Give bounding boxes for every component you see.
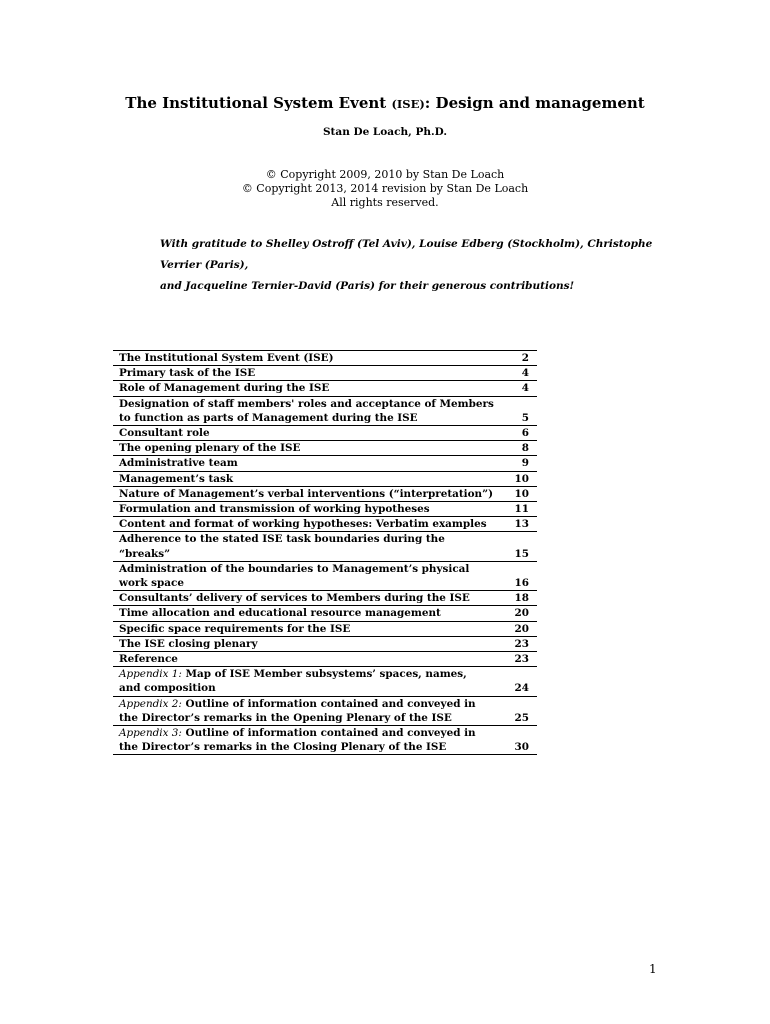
- title-part1: The Institutional System Event: [125, 94, 387, 112]
- toc-title-line: [119, 562, 499, 576]
- toc-title-line: [119, 591, 499, 605]
- toc-appendix-label: Appendix 3:: [119, 727, 182, 740]
- toc-row: [113, 652, 537, 667]
- toc-title-line: [119, 532, 499, 546]
- toc-title-text: Consultant role: [119, 427, 210, 440]
- toc-page-number: 30: [499, 726, 537, 755]
- toc-title-text: The Institutional System Event (ISE): [119, 352, 334, 364]
- document-title: [0, 94, 770, 112]
- toc-row: [113, 532, 537, 561]
- toc-page-number: 16: [499, 561, 537, 590]
- copyright-line: © Copyright 2009, 2010 by Stan De Loach: [265, 168, 505, 181]
- toc-title-line: [119, 606, 499, 620]
- toc-title-line: [119, 667, 499, 681]
- toc-entry-title: [113, 591, 499, 606]
- toc-page-number: 4: [499, 381, 537, 396]
- toc-row: [113, 621, 537, 636]
- toc-row: [113, 502, 537, 517]
- toc-page-number: 6: [499, 426, 537, 441]
- toc-title-text: Administrative team: [119, 457, 238, 470]
- toc-entry-title: [113, 456, 499, 471]
- toc-entry-title: [113, 652, 499, 667]
- copyright-line: © Copyright 2013, 2014 revision by Stan De Loach: [241, 182, 529, 195]
- toc-title-line: [119, 426, 499, 440]
- toc-title-text: Consultants’ delivery of services to Members during the ISE: [119, 592, 470, 605]
- toc-entry-title: [113, 696, 499, 725]
- page-number: 1: [649, 962, 657, 976]
- toc-title-text: Specific space requirements for the ISE: [119, 622, 351, 635]
- toc-title-line: [119, 622, 499, 636]
- toc-entry-title: [113, 606, 499, 621]
- toc-title-text: Content and format of working hypotheses: Verbatim examples: [119, 518, 487, 531]
- toc-title-text: Formulation and transmission of working hypotheses: [119, 503, 430, 516]
- toc-title-line: the Director’s remarks in the Closing Plenary of the ISE: [119, 741, 447, 754]
- toc-title-text: Designation of staff members' roles and acceptance of Members: [119, 397, 494, 410]
- toc-title-text: Adherence to the stated ISE task boundaries during the: [119, 533, 445, 546]
- toc-page-number: 4: [499, 366, 537, 381]
- toc-row: [113, 351, 537, 366]
- toc-page-number: 5: [499, 396, 537, 425]
- toc-row: [113, 366, 537, 381]
- toc-page-number: 11: [499, 502, 537, 517]
- toc-appendix-label: Appendix 1:: [119, 668, 182, 681]
- table-of-contents: [113, 350, 537, 755]
- toc-title-line: [119, 381, 499, 395]
- toc-title-line: to function as parts of Management during the ISE: [119, 411, 418, 424]
- toc-row: [113, 426, 537, 441]
- dedication: [160, 234, 680, 297]
- toc-title-line: [119, 637, 499, 651]
- toc-title-line: [119, 441, 499, 455]
- toc-row: [113, 486, 537, 501]
- dedication-line: With gratitude to Shelley Ostroff (Tel Aviv), Louise Edberg (Stockholm), Christophe: [160, 238, 653, 250]
- toc-title-text: The opening plenary of the ISE: [119, 442, 301, 455]
- toc-title-text: Time allocation and educational resource management: [119, 607, 441, 620]
- toc-title-line: [119, 726, 499, 740]
- toc-row: [113, 591, 537, 606]
- toc-title-line: [119, 351, 499, 365]
- toc-entry-title: [113, 621, 499, 636]
- toc-row: [113, 396, 537, 425]
- toc-title-text: The ISE closing plenary: [119, 637, 258, 650]
- toc-row: [113, 667, 537, 696]
- toc-page-number: 25: [499, 696, 537, 725]
- toc-entry-title: [113, 517, 499, 532]
- toc-page-number: 20: [499, 621, 537, 636]
- toc-title-text: Nature of Management’s verbal interventions (“interpretation”): [119, 487, 494, 500]
- toc-row: [113, 726, 537, 755]
- toc-page-number: 15: [499, 532, 537, 561]
- dedication-line: Verrier (Paris),: [160, 259, 249, 271]
- toc-entry-title: [113, 561, 499, 590]
- toc-title-line: work space: [119, 577, 184, 590]
- toc-row: [113, 696, 537, 725]
- toc-entry-title: [113, 471, 499, 486]
- toc-appendix-label: Appendix 2:: [119, 697, 182, 710]
- toc-entry-title: [113, 426, 499, 441]
- toc-title-text: Role of Management during the ISE: [119, 382, 330, 395]
- toc-entry-title: [113, 351, 499, 366]
- toc-title-line: [119, 502, 499, 516]
- toc-title-line: [119, 652, 499, 666]
- toc-entry-title: [113, 381, 499, 396]
- toc-row: [113, 561, 537, 590]
- rights-reserved: All rights reserved.: [331, 196, 439, 209]
- toc-page-number: 24: [499, 667, 537, 696]
- toc-entry-title: [113, 366, 499, 381]
- toc-row: [113, 456, 537, 471]
- toc-title-text: Primary task of the ISE: [119, 367, 256, 380]
- toc-row: [113, 636, 537, 651]
- toc-title-text: Reference: [119, 653, 178, 666]
- toc-entry-title: [113, 532, 499, 561]
- toc-page-number: 9: [499, 456, 537, 471]
- toc-entry-title: [113, 636, 499, 651]
- toc-title-text: Map of ISE Member subsystems’ spaces, names,: [181, 668, 467, 681]
- toc-page-number: 10: [499, 486, 537, 501]
- toc-entry-title: [113, 502, 499, 517]
- toc-title-line: [119, 397, 499, 411]
- toc-title-line: [119, 456, 499, 470]
- toc-title-line: and composition: [119, 682, 216, 695]
- toc-page-number: 10: [499, 471, 537, 486]
- toc-title-line: the Director’s remarks in the Opening Plenary of the ISE: [119, 711, 452, 724]
- toc-page-number: 23: [499, 652, 537, 667]
- toc-page-number: 20: [499, 606, 537, 621]
- toc-title-line: “breaks”: [119, 547, 171, 560]
- toc-title-line: [119, 472, 499, 486]
- toc-title-text: Administration of the boundaries to Management’s physical: [119, 562, 470, 575]
- dedication-line: and Jacqueline Ternier-David (Paris) for their generous contributions!: [160, 280, 575, 292]
- toc-title-text: Management’s task: [119, 472, 234, 485]
- title-abbr: (ISE): [391, 97, 425, 111]
- toc-row: [113, 471, 537, 486]
- author: Stan De Loach, Ph.D.: [322, 126, 448, 138]
- toc-entry-title: [113, 396, 499, 425]
- toc-page-number: 18: [499, 591, 537, 606]
- toc-title-line: [119, 697, 499, 711]
- toc-title-line: [119, 517, 499, 531]
- toc-title-line: [119, 487, 499, 501]
- toc-entry-title: [113, 667, 499, 696]
- toc-entry-title: [113, 486, 499, 501]
- toc-page-number: 2: [499, 351, 537, 366]
- toc-page-number: 8: [499, 441, 537, 456]
- toc-page-number: 13: [499, 517, 537, 532]
- toc-row: [113, 441, 537, 456]
- toc-row: [113, 381, 537, 396]
- toc-row: [113, 517, 537, 532]
- toc-page-number: 23: [499, 636, 537, 651]
- toc-title-text: Outline of information contained and conveyed in: [181, 727, 476, 740]
- toc-entry-title: [113, 441, 499, 456]
- toc-entry-title: [113, 726, 499, 755]
- copyright-block: [0, 168, 770, 210]
- toc-row: [113, 606, 537, 621]
- toc-title-line: [119, 366, 499, 380]
- toc-title-text: Outline of information contained and conveyed in: [181, 697, 476, 710]
- title-part2: : Design and management: [424, 94, 645, 112]
